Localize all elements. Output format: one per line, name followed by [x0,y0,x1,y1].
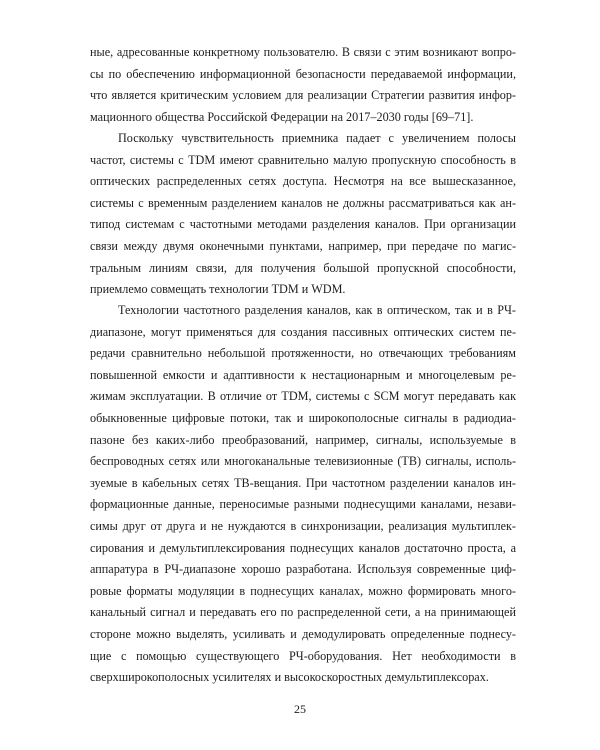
text-line: стороне можно выделять, усиливать и демодулировать определенные поднесу- [90,626,516,641]
text-line: повышенной емкости и адаптивности к нестационарным и многоцелевым ре- [90,367,516,382]
text-line: канальный сигнал и передавать его по распределенной сети, а на принимающей [90,605,516,620]
text-line: Технологии частотного разделения каналов, как в оптическом, так и в РЧ- [118,303,516,317]
text-line: тральным линиям связи, для получения большой пропускной способности, [90,260,516,275]
page-number: 25 [294,702,306,716]
text-line: редачи сравнительно небольшой протяженности, но отвечающих требованиям [90,346,516,361]
text-line: беспроводных сетях или многоканальные телевизионные (ТВ) сигналы, исполь- [90,454,516,469]
text-line: симы друг от друга и не нуждаются в синхронизации, реализация мультиплек- [90,518,516,533]
text-line: мационного общества Российской Федерации на 2017–2030 годы [69–71]. [90,109,474,124]
paragraph-2 [90,128,516,301]
text-line: формационные данные, переносимые разными поднесущими каналами, незави- [90,497,516,512]
text-line: приемлемо совмещать технологии TDM и WDM. [90,282,346,297]
text-line: щие с помощью существующего РЧ-оборудования. Нет необходимости в [90,648,516,663]
text-line: системы с временным разделением каналов не должны рассматриваться как ан- [90,195,516,210]
text-line: диапазоне, могут применяться для создания пассивных оптических систем пе- [90,324,516,339]
text-line: типод системам с частотными методами разделения каналов. При организации [90,217,516,232]
text-line: ные, адресованные конкретному пользователю. В связи с этим возникают вопро- [90,45,516,59]
text-line: частот, системы с TDM имеют сравнительно малую пропускную способность в [90,152,516,167]
text-line: связи между двумя оконечными пунктами, например, при передаче по магис- [90,238,516,253]
paragraph-1 [90,42,516,128]
text-line: сы по обеспечению информационной безопасности передаваемой информации, [90,66,516,81]
text-line: ровые форматы модуляции в поднесущих каналах, можно формировать много- [90,583,516,598]
paragraph-3 [90,300,516,689]
text-line: пазоне без каких-либо преобразований, например, сигналы, используемые в [90,432,516,447]
text-line: жимам эксплуатации. В отличие от TDM, системы с SCM могут передавать как [90,389,516,404]
text-line: оптических распределенных сетях доступа. Несмотря на все вышесказанное, [90,174,516,189]
text-line: сирования и демультиплексирования поднесущих каналов достаточно проста, а [90,540,516,555]
text-line: Поскольку чувствительность приемника падает с увеличением полосы [118,131,516,145]
text-line: обыкновенные цифровые потоки, так и широкополосные сигналы в радиодиа- [90,410,516,425]
text-line: что является критическим условием для реализации Стратегии развития инфор- [90,88,516,103]
text-line: зуемые в кабельных сетях ТВ-вещания. При частотном разделении каналов ин- [90,475,516,490]
text-line: сверхширокополосных усилителях и высокоскоростных демультиплексорах. [90,670,489,685]
text-line: аппаратура в РЧ-диапазоне хорошо разработана. Используя современные циф- [90,562,516,577]
